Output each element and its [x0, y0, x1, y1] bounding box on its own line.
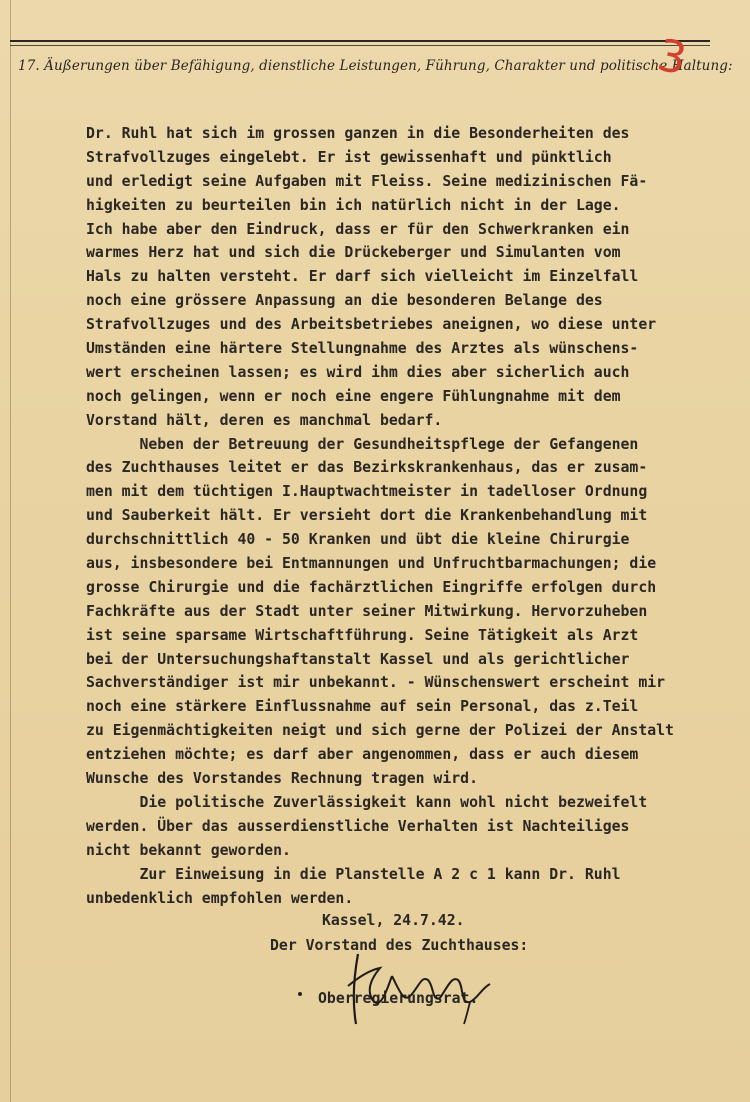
- place-date: Kassel, 24.7.42.: [322, 912, 465, 929]
- margin-line: [10, 0, 11, 1102]
- text-line: Vorstand hält, deren es manchmal bedarf.: [86, 411, 443, 429]
- text-line: Neben der Betreuung der Gesundheitspflege der Gefangenen: [86, 435, 639, 453]
- form-field-label: 17. Äußerungen über Befähigung, dienstliche Leistungen, Führung, Charakter und politische Haltung:: [18, 58, 733, 74]
- text-line: Hals zu halten versteht. Er darf sich vielleicht im Einzelfall: [86, 268, 639, 286]
- text-line: grosse Chirurgie und die fachärztlichen Eingriffe erfolgen durch: [86, 578, 657, 596]
- text-line: entziehen möchte; es darf aber angenommen, dass er auch diesem: [86, 746, 639, 764]
- signatory-title: Oberregierungsrat.: [318, 990, 479, 1007]
- text-line: men mit dem tüchtigen I.Hauptwachtmeister in tadelloser Ordnung: [86, 483, 648, 501]
- text-line: nicht bekannt geworden.: [86, 841, 291, 859]
- text-line: Wunsche des Vorstandes Rechnung tragen wird.: [86, 770, 478, 788]
- text-line: Zur Einweisung in die Planstelle A 2 c 1 kann Dr. Ruhl: [86, 865, 621, 883]
- assessment-text: [86, 122, 726, 910]
- text-line: Umständen eine härtere Stellungnahme des Arztes als wünschens-: [86, 340, 639, 358]
- text-line: noch gelingen, wenn er noch eine engere Fühlungnahme mit dem: [86, 387, 621, 405]
- text-line: Strafvollzuges eingelebt. Er ist gewissenhaft und pünktlich: [86, 148, 612, 166]
- text-line: noch eine grössere Anpassung an die besonderen Belange des: [86, 292, 603, 310]
- bullet-dot: [298, 992, 302, 996]
- text-line: Ich habe aber den Eindruck, dass er für den Schwerkranken ein: [86, 220, 630, 238]
- text-line: des Zuchthauses leitet er das Bezirkskrankenhaus, das er zusam-: [86, 459, 648, 477]
- text-line: warmes Herz hat und sich die Drückeberger und Simulanten vom: [86, 244, 621, 262]
- text-line: Dr. Ruhl hat sich im grossen ganzen in die Besonderheiten des: [86, 125, 630, 142]
- text-line: und Sauberkeit hält. Er versieht dort die Krankenbehandlung mit: [86, 507, 648, 525]
- text-line: Strafvollzuges und des Arbeitsbetriebes aneignen, wo diese unter: [86, 316, 657, 334]
- handwritten-signature: [340, 946, 500, 1026]
- text-line: unbedenklich empfohlen werden.: [86, 889, 354, 907]
- text-line: ist seine sparsame Wirtschaftführung. Seine Tätigkeit als Arzt: [86, 626, 639, 644]
- text-line: wert erscheinen lassen; es wird ihm dies aber sicherlich auch: [86, 363, 630, 381]
- text-line: zu Eigenmächtigkeiten neigt und sich gerne der Polizei der Anstalt: [86, 722, 674, 740]
- header-rule-secondary: [10, 45, 710, 46]
- text-line: Sachverständiger ist mir unbekannt. - Wünschenswert erscheint mir: [86, 674, 666, 692]
- text-line: aus, insbesondere bei Entmannungen und Unfruchtbarmachungen; die: [86, 555, 657, 573]
- text-line: Fachkräfte aus der Stadt unter seiner Mitwirkung. Hervorzuheben: [86, 602, 648, 620]
- text-line: durchschnittlich 40 - 50 Kranken und übt die kleine Chirurgie: [86, 531, 630, 549]
- text-line: noch eine stärkere Einflussnahme auf sein Personal, das z.Teil: [86, 698, 639, 716]
- text-line: higkeiten zu beurteilen bin ich natürlich nicht in der Lage.: [86, 196, 621, 214]
- page-number: 3: [653, 29, 691, 86]
- text-line: und erledigt seine Aufgaben mit Fleiss. Seine medizinischen Fä-: [86, 172, 648, 190]
- signatory-organization: Der Vorstand des Zuchthauses:: [270, 937, 529, 954]
- text-line: werden. Über das ausserdienstliche Verhalten ist Nachteiliges: [86, 817, 630, 835]
- text-line: Die politische Zuverlässigkeit kann wohl nicht bezweifelt: [86, 793, 648, 811]
- header-rule: [10, 40, 710, 42]
- text-line: bei der Untersuchungshaftanstalt Kassel und als gerichtlicher: [86, 650, 630, 668]
